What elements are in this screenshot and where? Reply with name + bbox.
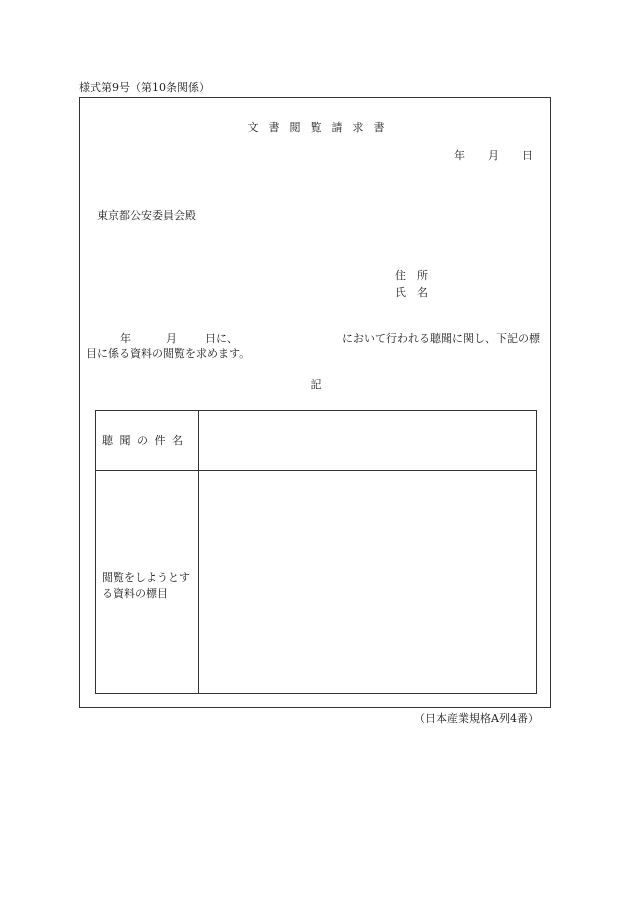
addressee: 東京都公安委員会殿: [97, 209, 196, 222]
label-char: 所: [417, 269, 428, 282]
label-char: 氏: [395, 286, 406, 299]
label-char: 件: [154, 434, 166, 447]
name-label: [395, 287, 429, 298]
body-year: 年: [120, 332, 131, 345]
document-frame: [79, 97, 551, 708]
table-divider-vertical: [198, 411, 199, 693]
title-char: 求: [352, 121, 364, 134]
body-line-2: 目に係る資料の閲覧を求めます。: [86, 347, 251, 360]
body-day: 日に、: [205, 332, 238, 345]
table-divider-horizontal: [96, 470, 536, 471]
label-char: 住: [395, 269, 406, 282]
date-month: 月: [488, 149, 499, 162]
label-char: の: [137, 434, 148, 447]
date-year: 年: [454, 149, 465, 162]
label-char: 名: [172, 434, 183, 447]
materials-label: 閲覧をしようとする資料の標目: [102, 571, 190, 600]
body-month: 月: [166, 332, 177, 345]
date-line: [454, 150, 533, 161]
body-text-after: において行われる聴聞に関し、下記の標: [342, 332, 540, 345]
label-char: 聞: [119, 434, 131, 447]
ki-heading: 記: [310, 378, 322, 391]
title-char: 請: [331, 121, 343, 134]
title-char: 書: [268, 121, 280, 134]
title-char: 文: [247, 121, 259, 134]
address-label: [395, 270, 429, 281]
document-title: [80, 122, 552, 133]
label-char: 名: [417, 286, 428, 299]
date-day: 日: [522, 149, 533, 162]
title-char: 書: [373, 121, 385, 134]
form-number: 様式第9号（第10条関係）: [79, 81, 210, 94]
label-char: 聴: [102, 434, 113, 447]
paper-size-note: （日本産業規格A列4番）: [414, 712, 539, 725]
details-table: [95, 410, 537, 694]
title-char: 閲: [289, 121, 301, 134]
hearing-title-label: [102, 435, 190, 446]
title-char: 覧: [310, 121, 322, 134]
